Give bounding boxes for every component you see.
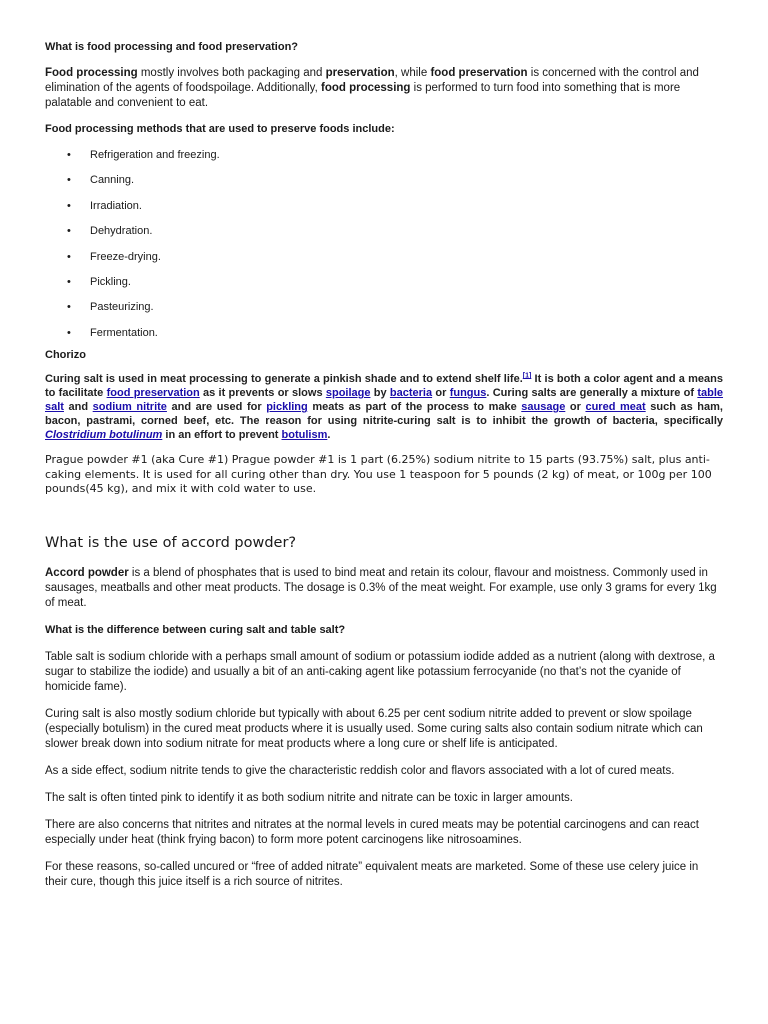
citation-link[interactable]: [1] xyxy=(522,372,532,380)
link-cured-meat[interactable]: cured meat xyxy=(585,401,646,414)
prague-powder-paragraph: Prague powder #1 (aka Cure #1) Prague powder #1 is 1 part (6.25%) sodium nitrite to 15 parts (93.75%) salt, plus anti-caking elements. It is used for all curing other than dry. You use 1 teaspoon for 5 pounds (2 kg) of meat, or 100g per 100 pounds(45 kg), and mix it with cold water to use. xyxy=(45,453,712,496)
intro-text: mostly involves both packaging and xyxy=(137,67,326,79)
list-item-text: Pasteurizing. xyxy=(90,301,154,314)
term-accord-powder: Accord powder xyxy=(45,566,129,579)
list-item-text: Irradiation. xyxy=(90,199,142,212)
uncured-paragraph: For these reasons, so-called uncured or “free of added nitrate” equivalent meats are marketed. Some of these use celery juice in their cure, though this juice itself is a rich source of nitrites. xyxy=(45,860,699,888)
list-item xyxy=(45,224,723,249)
list-item xyxy=(45,275,723,300)
list-item-text: Freeze-drying. xyxy=(90,250,161,263)
curing-text: or xyxy=(565,401,586,414)
question-heading-food-processing: What is food processing and food preservation? xyxy=(45,41,299,53)
link-sausage[interactable]: sausage xyxy=(521,401,566,414)
link-sodium-nitrite[interactable]: sodium nitrite xyxy=(92,401,167,414)
list-item-text: Refrigeration and freezing. xyxy=(90,149,220,161)
accord-powder-paragraph xyxy=(45,566,723,611)
bullet: • xyxy=(67,250,71,263)
document-page xyxy=(45,40,723,890)
list-item-text: Dehydration. xyxy=(90,225,153,238)
curing-salt-paragraph xyxy=(45,372,723,442)
link-pickling[interactable]: pickling xyxy=(266,401,308,414)
list-item-text: Canning. xyxy=(90,174,135,187)
intro-text: is concerned with the control and elimination of the agents of foodspoilage. Additionally, xyxy=(45,67,699,94)
bullet: • xyxy=(67,149,71,161)
bullet: • xyxy=(67,301,71,314)
link-botulism[interactable]: botulism xyxy=(281,429,328,442)
list-item xyxy=(45,326,723,351)
table-salt-paragraph: Table salt is sodium chloride with a perhaps small amount of sodium or potassium iodide added as a nutrient (along with dextrose, a sugar to stabilize the iodide) and usually a bit of an anti-caking agent like potassium ferrocyanide (no that’s not the cyanide of homicide fame). xyxy=(45,650,715,693)
term-food-preservation: food preservation xyxy=(430,67,528,79)
link-spoilage[interactable]: spoilage xyxy=(325,387,371,400)
curing-text: and xyxy=(63,401,93,414)
link-clostridium-botulinum[interactable]: Clostridium botulinum xyxy=(45,429,163,442)
list-item xyxy=(45,300,723,325)
curing-text: It is both a color agent and a means to facilitate xyxy=(45,373,724,400)
methods-heading: Food processing methods that are used to preserve foods include: xyxy=(45,123,395,135)
curing-text: Curing salt is used in meat processing to generate a pinkish shade and to extend shelf life. xyxy=(45,373,523,386)
methods-list xyxy=(45,148,723,351)
curing-text: such as ham, bacon, pastrami, corned beef, etc. The reason for using nitrite-curing salt is to inhibit the growth of bacteria, specifically xyxy=(45,401,723,428)
link-table-salt[interactable]: table salt xyxy=(45,387,724,414)
accord-powder-heading: What is the use of accord powder? xyxy=(45,534,297,551)
list-item xyxy=(45,199,723,224)
bullet: • xyxy=(67,275,71,288)
curing-text: as it prevents or slows xyxy=(199,387,326,400)
curing-text: in an effort to prevent xyxy=(162,429,282,442)
side-effect-paragraph: As a side effect, sodium nitrite tends to give the characteristic reddish color and flavors associated with a lot of cured meats. xyxy=(45,764,675,777)
list-item xyxy=(45,250,723,275)
curing-text: by xyxy=(370,387,390,400)
intro-text: is performed to turn food into something that is more palatable and convenient to eat. xyxy=(45,82,681,109)
list-item-text: Pickling. xyxy=(90,275,131,288)
curing-text: and are used for xyxy=(166,401,267,414)
chorizo-heading: Chorizo xyxy=(45,349,86,362)
carcinogen-paragraph: There are also concerns that nitrites and nitrates at the normal levels in cured meats may be potential carcinogens and can react especially under heat (think frying bacon) to form more potent carcinogens like nitrosoamines. xyxy=(45,818,699,846)
curing-text: or xyxy=(432,387,450,400)
intro-text: , while xyxy=(394,67,431,79)
pink-tint-paragraph: The salt is often tinted pink to identify it as both sodium nitrite and nitrate can be toxic in larger amounts. xyxy=(45,791,574,804)
link-food-preservation[interactable]: food preservation xyxy=(106,387,200,400)
link-bacteria[interactable]: bacteria xyxy=(389,387,433,400)
bullet: • xyxy=(67,174,71,187)
bullet: • xyxy=(67,199,71,212)
term-food-processing-2: food processing xyxy=(320,82,411,94)
link-fungus[interactable]: fungus xyxy=(449,387,487,400)
curing-text: . xyxy=(327,429,331,442)
curing-text: . Curing salts are generally a mixture of xyxy=(486,387,698,400)
curing-salt-detail-paragraph: Curing salt is also mostly sodium chloride but typically with about 6.25 per cent sodium nitrite added to prevent or slow spoilage (especially botulism) in the cured meat products where it is usually used. Some curing salts also contain sodium nitrate which can slower break down into sodium nitrate for meat products where a long cure or shelf life is anticipated. xyxy=(45,707,703,750)
intro-paragraph xyxy=(45,66,723,111)
bullet: • xyxy=(67,326,71,339)
list-item-text: Fermentation. xyxy=(90,326,158,339)
list-item xyxy=(45,173,723,198)
accord-text: is a blend of phosphates that is used to bind meat and retain its colour, flavour and moistness. Commonly used in sausages, meatballs and other meat products. The dosage is 0.3% of the meat weight. For example, use only 3 grams for every 1kg of meat. xyxy=(45,566,717,609)
curing-text: meats as part of the process to make xyxy=(307,401,522,414)
term-preservation: preservation xyxy=(325,67,395,79)
bullet: • xyxy=(67,225,71,238)
list-item xyxy=(45,148,723,173)
term-food-processing: Food processing xyxy=(45,67,138,79)
difference-heading: What is the difference between curing salt and table salt? xyxy=(45,623,346,636)
